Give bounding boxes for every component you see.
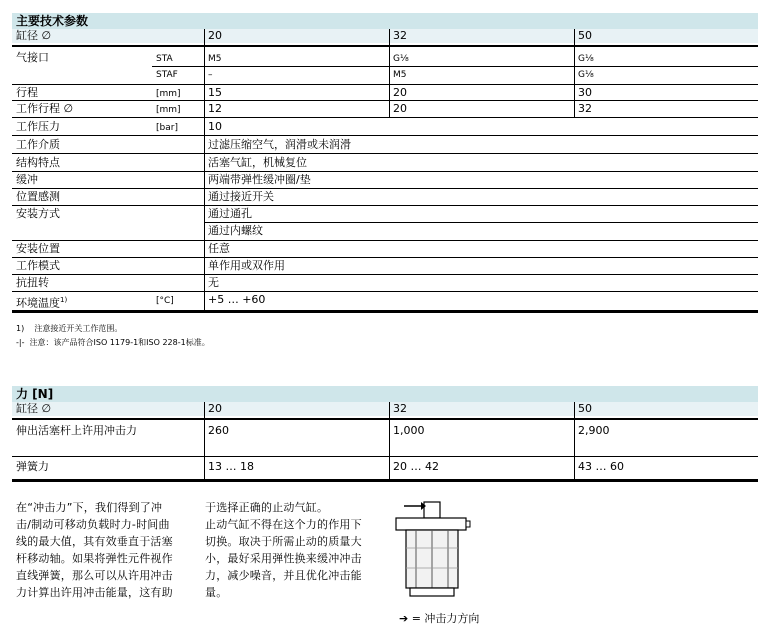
rule-after-medium <box>12 153 758 154</box>
spring-32: 20 … 42 <box>393 460 439 473</box>
rule-after-pressure <box>12 135 758 136</box>
cushion-value: 两端带弹性缓冲圈/垫 <box>208 173 311 186</box>
text-col2-line: 量。 <box>205 586 228 599</box>
port-label: 气接口 <box>16 51 49 64</box>
text-col2-line: 切换。取决于所需止动的质量大 <box>205 535 362 548</box>
rule-after-work-stroke <box>12 117 758 118</box>
position-value: 任意 <box>208 242 230 255</box>
port-staf-50: G⅛ <box>578 70 594 80</box>
rule-after-sensing <box>12 205 758 206</box>
mode-value: 单作用或双作用 <box>208 259 285 272</box>
force-header-20: 20 <box>208 402 222 415</box>
force-bottom-rule <box>12 479 758 482</box>
mode-label: 工作模式 <box>16 259 60 272</box>
port-staf-20: – <box>208 70 213 80</box>
cushion-label: 缓冲 <box>16 173 38 186</box>
impact-label: 伸出活塞杆上许用冲击力 <box>16 424 137 437</box>
spring-label: 弹簧力 <box>16 460 49 473</box>
rule-after-mounting <box>12 240 758 241</box>
ambient-label <box>16 293 67 311</box>
stroke-20: 15 <box>208 86 222 99</box>
spring-20: 13 … 18 <box>208 460 254 473</box>
antitwist-label: 抗扭转 <box>16 276 49 289</box>
design-label: 结构特点 <box>16 156 60 169</box>
arrow-right-icon: ➔ <box>399 612 409 625</box>
force-header-32: 32 <box>393 402 407 415</box>
impact-50: 2,900 <box>578 424 610 437</box>
text-col1-line: 线的最大值，其有效垂直于活塞 <box>16 535 173 548</box>
rule-after-position <box>12 257 758 258</box>
work-stroke-20: 12 <box>208 102 222 115</box>
work-stroke-label: 工作行程 ∅ <box>16 102 74 115</box>
rule-after-impact <box>12 456 758 457</box>
stroke-unit: [mm] <box>156 89 181 99</box>
rule-after-cushion <box>12 188 758 189</box>
rule-after-stroke <box>12 100 758 101</box>
tech-table-title: 主要技术参数 <box>12 13 758 29</box>
ambient-label-text: 环境温度 <box>16 296 60 310</box>
text-col1-line: 杆移动轴。如果将弹性元件视作 <box>16 552 173 565</box>
medium-value: 过滤压缩空气，润滑或未润滑 <box>208 138 351 151</box>
design-value: 活塞气缸，机械复位 <box>208 156 307 169</box>
impact-20: 260 <box>208 424 229 437</box>
tech-header-50: 50 <box>578 29 592 42</box>
tech-header-rule <box>12 45 758 47</box>
mounting-value-1: 通过通孔 <box>208 207 252 220</box>
footnote-1-mark: 1) <box>16 324 25 333</box>
medium-label: 工作介质 <box>16 138 60 151</box>
text-col2-line: 于选择正确的止动气缸。 <box>205 501 329 514</box>
force-header-rule <box>12 418 758 420</box>
antitwist-value: 无 <box>208 276 219 289</box>
footnote-2-text: 注意：该产品符合ISO 1179-1和ISO 228-1标准。 <box>29 338 210 347</box>
work-stroke-50: 32 <box>578 102 592 115</box>
work-stroke-32: 20 <box>393 102 407 115</box>
sensing-value: 通过接近开关 <box>208 190 274 203</box>
rule-after-port <box>12 84 758 85</box>
force-header-row <box>12 402 758 416</box>
position-label: 安装位置 <box>16 242 60 255</box>
force-table-title: 力 [N] <box>12 386 758 402</box>
tech-header-32: 32 <box>393 29 407 42</box>
tech-col-sep-2 <box>389 29 390 87</box>
footnote-1 <box>16 322 122 336</box>
force-header-bore: 缸径 ∅ <box>16 402 52 415</box>
text-column-2 <box>205 499 362 601</box>
rule-after-antitwist <box>12 291 758 292</box>
pressure-unit: [bar] <box>156 123 178 133</box>
stopper-cylinder-diagram <box>392 496 476 600</box>
legend-text: = 冲击力方向 <box>411 612 480 625</box>
stroke-label: 行程 <box>16 86 38 99</box>
footnote-2 <box>16 336 210 350</box>
cylinder-flange <box>396 518 466 530</box>
port-sta-32: G⅛ <box>393 54 409 64</box>
text-col1-line: 在“冲击力”下，我们得到了冲 <box>16 501 163 514</box>
port-staf-variant: STAF <box>156 70 178 80</box>
mounting-inner-rule <box>204 222 758 223</box>
footnote-1-text: 注意接近开关工作范围。 <box>34 324 123 333</box>
spring-50: 43 … 60 <box>578 460 624 473</box>
tech-bottom-rule <box>12 310 758 313</box>
force-col-sep-3 <box>574 402 575 482</box>
port-sta-variant: STA <box>156 54 173 64</box>
tech-header-20: 20 <box>208 29 222 42</box>
force-col-sep-1 <box>204 402 205 482</box>
text-col2-line: 小，最好采用弹性换来缓冲冲击 <box>205 552 362 565</box>
tech-col-sep-2b <box>389 84 390 118</box>
work-stroke-unit: [mm] <box>156 105 181 115</box>
rule-after-design <box>12 171 758 172</box>
tech-header-row <box>12 29 758 43</box>
stroke-50: 30 <box>578 86 592 99</box>
pressure-value: 10 <box>208 120 222 133</box>
tech-col-sep-3b <box>574 84 575 118</box>
ambient-value: +5 … +60 <box>208 293 266 306</box>
force-col-sep-2 <box>389 402 390 482</box>
pressure-label: 工作压力 <box>16 120 60 133</box>
note-icon: -|- <box>16 338 25 347</box>
text-col1-line: 直线弹簧，那么可以从许用冲击 <box>16 569 173 582</box>
flange-screw <box>466 521 470 527</box>
port-sta-20: M5 <box>208 54 222 64</box>
mounting-label: 安装方式 <box>16 207 60 220</box>
impact-direction-legend <box>399 612 479 626</box>
port-inner-rule <box>152 66 758 67</box>
text-col1-line: 击/制动可移动负载时力-时间曲 <box>16 518 170 531</box>
text-col1-line: 力计算出许用冲击能量，这有助 <box>16 586 173 599</box>
port-staf-32: M5 <box>393 70 407 80</box>
text-column-1 <box>16 499 173 601</box>
rule-after-mode <box>12 274 758 275</box>
tech-col-sep-3 <box>574 29 575 87</box>
tech-header-bore: 缸径 ∅ <box>16 29 52 42</box>
text-col2-line: 力，减少噪音，并且优化冲击能 <box>205 569 362 582</box>
cylinder-base <box>410 588 454 596</box>
stroke-32: 20 <box>393 86 407 99</box>
mounting-value-2: 通过内螺纹 <box>208 224 263 237</box>
port-sta-50: G⅛ <box>578 54 594 64</box>
sensing-label: 位置感测 <box>16 190 60 203</box>
piston-rod <box>424 502 440 518</box>
ambient-footnote-ref: 1) <box>60 296 68 304</box>
ambient-unit: [°C] <box>156 296 174 306</box>
force-header-50: 50 <box>578 402 592 415</box>
impact-32: 1,000 <box>393 424 425 437</box>
text-col2-line: 止动气缸不得在这个力的作用下 <box>205 518 362 531</box>
